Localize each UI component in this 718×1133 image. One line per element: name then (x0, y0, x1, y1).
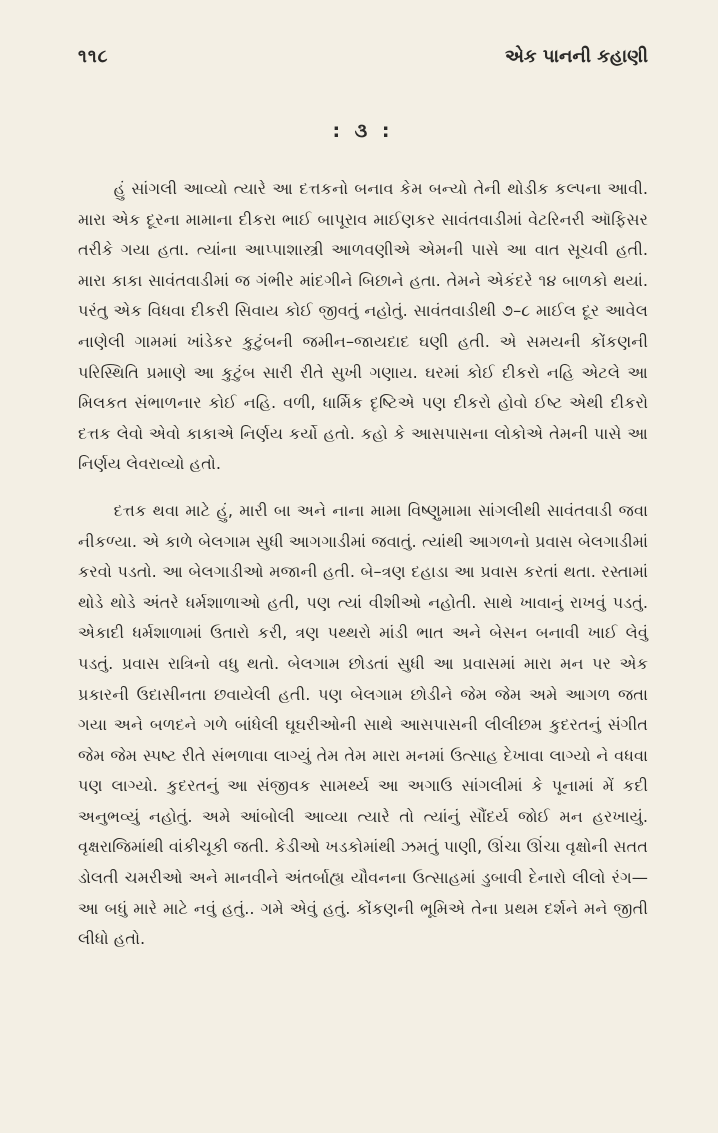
paragraph-1: હું સાંગલી આવ્યો ત્યારે આ દત્તકનો બનાવ કેમ બન્યો તેની થોડીક કલ્પના આવી. મારા એક દૂરના મામાના દીકરા ભાઈ બાપૂરાવ માઈણકર સાવંતવાડીમાં વેટરિનરી ઑફિસર તરીકે ગયા હતા. ત્યાંના આપ્પાશાસ્ત્રી આળવણીએ એમની પાસે આ વાત સૂચવી હતી. મારા કાકા સાવંતવાડીમાં જ ગંભીર માંદગીને બિછાને હતા. તેમને એકંદરે ૧૪ બાળકો થયાં. પરંતુ એક વિધવા દીકરી સિવાય કોઈ જીવતું નહોતું. સાવંતવાડીથી ૭–૮ માઈલ દૂર આવેલ નાણેલી ગામમાં ખાંડેકર કુટુંબની જમીન–જાયદાદ ઘણી હતી. એ સમયની કોંકણની પરિસ્થિતિ પ્રમાણે આ કુટુંબ સારી રીતે સુખી ગણાય. ઘરમાં કોઈ દીકરો નહિ એટલે આ મિલકત સંભાળનાર કોઈ નહિ. વળી, ધાર્મિક દૃષ્ટિએ પણ દીકરો હોવો ઈષ્ટ એથી દીકરો દત્તક લેવો એવો કાકાએ નિર્ણય કર્યો હતો. કહો કે આસપાસના લોકોએ તેમની પાસે આ નિર્ણય લેવરાવ્યો હતો. (78, 179, 648, 474)
paragraph-2: દત્તક થવા માટે હું, મારી બા અને નાના મામા વિષ્ણુમામા સાંગલીથી સાવંતવાડી જવા નીકળ્યા. એ કાળે બેલગામ સુધી આગગાડીમાં જવાતું. ત્યાંથી આગળનો પ્રવાસ બેલગાડીમાં કરવો પડતો. આ બેલગાડીઓ મજાની હતી. બે–ત્રણ દહાડા આ પ્રવાસ કરતાં થતા. રસ્તામાં થોડે થોડે અંતરે ધર્મશાળાઓ હતી, પણ ત્યાં વીશીઓ નહોતી. સાથે ખાવાનું રાખવું પડતું. એકાદી ધર્મશાળામાં ઉતારો કરી, ત્રણ પથ્થરો માંડી ભાત અને બેસન બનાવી ખાઈ લેવું પડતું. પ્રવાસ રાત્રિનો વધુ થતો. બેલગામ છોડતાં સુધી આ પ્રવાસમાં મારા મન પર એક પ્રકારની ઉદાસીનતા છવાયેલી હતી. પણ બેલગામ છોડીને જેમ જેમ અમે આગળ જતા ગયા અને બળદને ગળે બાંધેલી ઘૂઘરીઓની સાથે આસપાસની લીલીછમ કુદરતનું સંગીત જેમ જેમ સ્પષ્ટ રીતે સંભળાવા લાગ્યું તેમ તેમ મારા મનમાં ઉત્સાહ દેખાવા લાગ્યો ને વધવા પણ લાગ્યો. કુદરતનું આ સંજીવક સામર્થ્ય આ અગાઉ સાંગલીમાં કે પૂનામાં મેં કદી અનુભવ્યું નહોતું. અમે આંબોલી આવ્યા ત્યારે તો ત્યાંનું સૌંદર્ય જોઈ મન હરખાયું. વૃક્ષરાજિમાંથી વાંકીચૂકી જતી. કેડીઓ ખડકોમાંથી ઝમતું પાણી, ઊંચા ઊંચા વૃક્ષોની સતત ડોલતી ચમરીઓ અને માનવીને અંતર્બાહ્ય યૌવનના ઉત્સાહમાં ડુબાવી દેનારો લીલો રંગ—આ બધું મારે માટે નવું હતું.. ગમે એવું હતું. કોંકણની ભૂમિએ તેના પ્રથમ દર્શને મને જીતી લીધો હતો. (78, 500, 648, 949)
page-header (78, 46, 648, 80)
page-number: ૧૧૮ (78, 46, 109, 67)
running-title: એક પાનની કહાણી (504, 46, 648, 67)
section-number: : ૩ : (332, 120, 394, 142)
